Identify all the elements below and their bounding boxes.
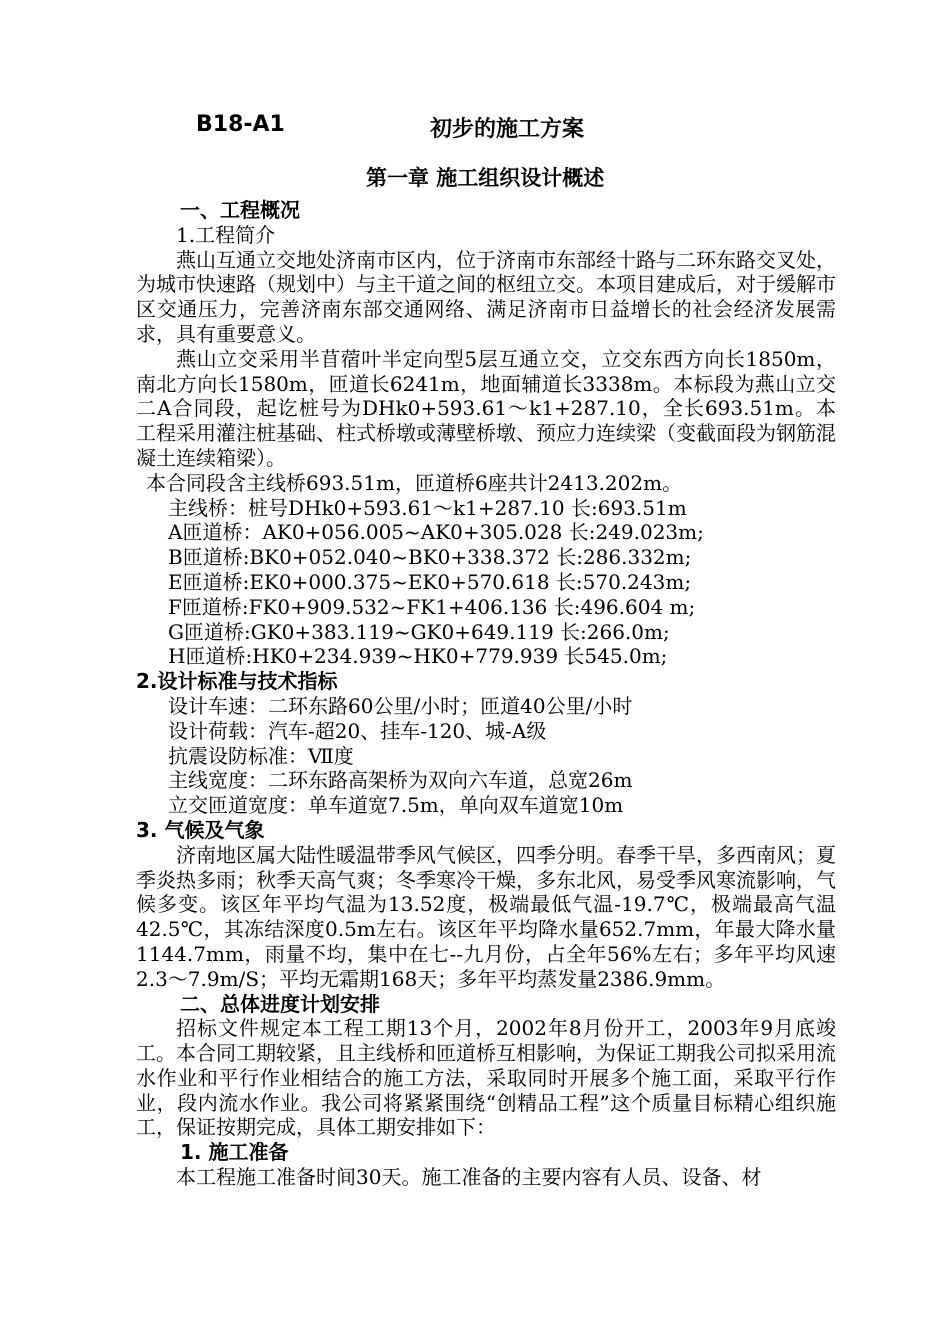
paragraph-intro: 燕山互通立交地处济南市区内，位于济南市东部经十路与二环东路交叉处，为城市快速路（规划中）与主干道之间的枢纽立交。本项目建成后，对于缓解市区交通压力，完善济南东部交通网络、满足济南市日益增长的社会经济发展需求，具有重要意义。 xyxy=(136,247,836,346)
bridge-item: F匝道桥:FK0+909.532~FK1+406.136 长:496.604 m; xyxy=(168,594,696,619)
chapter-heading: 第一章 施工组织设计概述 xyxy=(366,166,605,190)
bridge-item: E匝道桥:EK0+000.375~EK0+570.618 长:570.243m; xyxy=(168,569,692,594)
standard-item: 抗震设防标准：Ⅶ度 xyxy=(168,743,354,768)
bridge-item: B匝道桥:BK0+052.040~BK0+338.372 长:286.332m; xyxy=(168,545,692,570)
standard-item: 设计车速：二环东路60公里/小时；匝道40公里/小时 xyxy=(168,693,633,718)
body-text xyxy=(136,198,836,1190)
bridge-item: A匝道桥：AK0+056.005~AK0+305.028 长:249.023m; xyxy=(168,520,704,545)
standard-item: 立交匝道宽度：单车道宽7.5m，单向双车道宽10m xyxy=(168,793,624,818)
paragraph-preparation: 本工程施工准备时间30天。施工准备的主要内容有人员、设备、材 xyxy=(176,1165,762,1190)
standards-list xyxy=(136,694,836,818)
bridge-item: H匝道桥:HK0+234.939~HK0+779.939 长545.0m; xyxy=(168,644,668,669)
paragraph-climate: 济南地区属大陆性暖温带季风气候区，四季分明。春季干旱，多西南风；夏季炎热多雨；秋季天高气爽；冬季寒冷干燥，多东北风，易受季风寒流影响，气候多变。该区年平均气温为13.52度，极端最低气温-19.7℃，极端最高气温42.5℃，其冻结深度0.5m左右。该区年平均降水量652.7mm，年最大降水量1144.7mm，雨量不均，集中在七--九月份，占全年56%左右；多年平均风速2.3～7.9m/S；平均无霜期168天；多年平均蒸发量2386.9mm。 xyxy=(136,842,836,991)
section-heading-overview: 一、工程概况 xyxy=(180,198,300,222)
paragraph-schedule: 招标文件规定本工程工期13个月，2002年8月份开工，2003年9月底竣工。本合同工期较紧，且主线桥和匝道桥互相影响，为保证工期我公司拟采用流水作业和平行作业相结合的施工方法，采取同时开展多个施工面，采取平行作业，段内流水作业。我公司将紧紧围绕“创精品工程”这个质量目标精心组织施工，保证按期完成，具体工期安排如下： xyxy=(136,1016,836,1140)
bridge-item: 主线桥：桩号DHk0+593.61～k1+287.10 长:693.51m xyxy=(168,495,687,520)
bridge-item: G匝道桥:GK0+383.119~GK0+649.119 长:266.0m; xyxy=(168,619,670,644)
document-code: B18-A1 xyxy=(196,112,285,137)
bridge-list xyxy=(136,496,836,670)
subsection-climate: 3. 气候及气象 xyxy=(136,817,265,842)
section-heading-schedule: 二、总体进度计划安排 xyxy=(180,991,380,1016)
subsection-preparation: 1. 施工准备 xyxy=(180,1140,289,1165)
paragraph-contract-scope: 本合同段含主线桥693.51m，匝道桥6座共计2413.202m。 xyxy=(146,470,683,495)
standard-item: 设计荷载：汽车-超20、挂车-120、城-A级 xyxy=(168,718,547,743)
document-name: 初步的施工方案 xyxy=(430,117,585,142)
standard-item: 主线宽度：二环东路高架桥为双向六车道，总宽26m xyxy=(168,768,633,793)
subsection-standards: 2.设计标准与技术指标 xyxy=(136,669,338,694)
subsection-intro: 1.工程简介 xyxy=(176,222,276,247)
paragraph-interchange: 燕山立交采用半苜蓿叶半定向型5层互通立交，立交东西方向长1850m，南北方向长1580m，匝道长6241m，地面辅道长3338m。本标段为燕山立交二A合同段，起讫桩号为DHk0+593.61～k1+287.10，全长693.51m。本工程采用灌注桩基础、柱式桥墩或薄壁桥墩、预应力连续梁（变截面段为钢筋混凝土连续箱梁）。 xyxy=(136,346,836,470)
